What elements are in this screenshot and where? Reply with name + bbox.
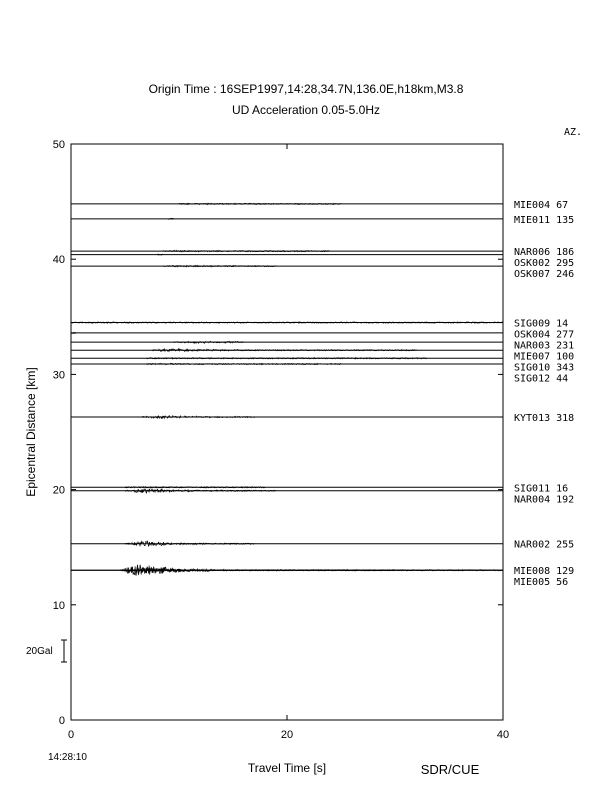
x-tick-label: 0 [67,729,75,741]
y-tick-label: 50 [52,139,65,151]
y-tick-label: 20 [52,484,65,497]
chart-title: Origin Time : 16SEP1997,14:28,34.7N,136.0E,h18km,M3.8 [148,82,464,96]
station-label-osk002: OSK002 295 [514,258,575,270]
chart-subtitle: UD Acceleration 0.05-5.0Hz [231,103,381,117]
x-tick-label: 40 [496,729,510,741]
y-tick-label: 0 [58,715,65,727]
station-label-kyt013: KYT013 318 [514,413,575,425]
y-tick-label: 40 [52,254,65,267]
credit-label: SDR/CUE [420,762,480,777]
station-label-sig012: SIG012 44 [514,373,569,385]
station-label-sig011: SIG011 16 [514,483,569,495]
plot-border [71,144,503,720]
y-axis-label: Epicentral Distance [km] [24,367,38,497]
plot-frame [71,144,503,720]
waveform-mie005 [125,568,395,573]
waveform-kyt013 [141,416,254,419]
station-label-nar002: NAR002 255 [514,539,575,551]
waveform-sig009 [71,322,503,324]
y-tick-label: 10 [52,599,65,612]
x-axis-label: Travel Time [s] [247,761,327,775]
station-label-mie011: MIE011 135 [514,214,575,226]
azimuth-header: AZ. [563,127,582,138]
station-label-nar003: NAR003 231 [514,340,575,352]
station-label-sig010: SIG010 343 [514,362,575,374]
station-label-mie005: MIE005 56 [514,577,569,589]
x-tick-label: 20 [280,729,294,741]
station-label-sig009: SIG009 14 [514,318,569,330]
start-time-label: 14:28:10 [48,752,87,763]
waveform-nar006 [163,250,330,252]
station-label-nar004: NAR004 192 [514,494,575,506]
waveform-osk007 [163,265,276,267]
station-label-mie004: MIE004 67 [514,199,569,211]
scale-bar-label: 20Gal [26,646,53,657]
seismogram-traces [71,203,503,575]
station-label-osk007: OSK007 246 [514,269,575,281]
station-label-nar006: NAR006 186 [514,247,575,259]
amplitude-scale-bar [26,640,67,662]
station-label-osk004: OSK004 277 [514,329,575,341]
station-label-mie007: MIE007 100 [514,351,575,363]
axes [24,139,509,775]
station-label-mie008: MIE008 129 [514,566,575,578]
station-labels [514,200,574,588]
y-tick-label: 30 [52,369,65,382]
